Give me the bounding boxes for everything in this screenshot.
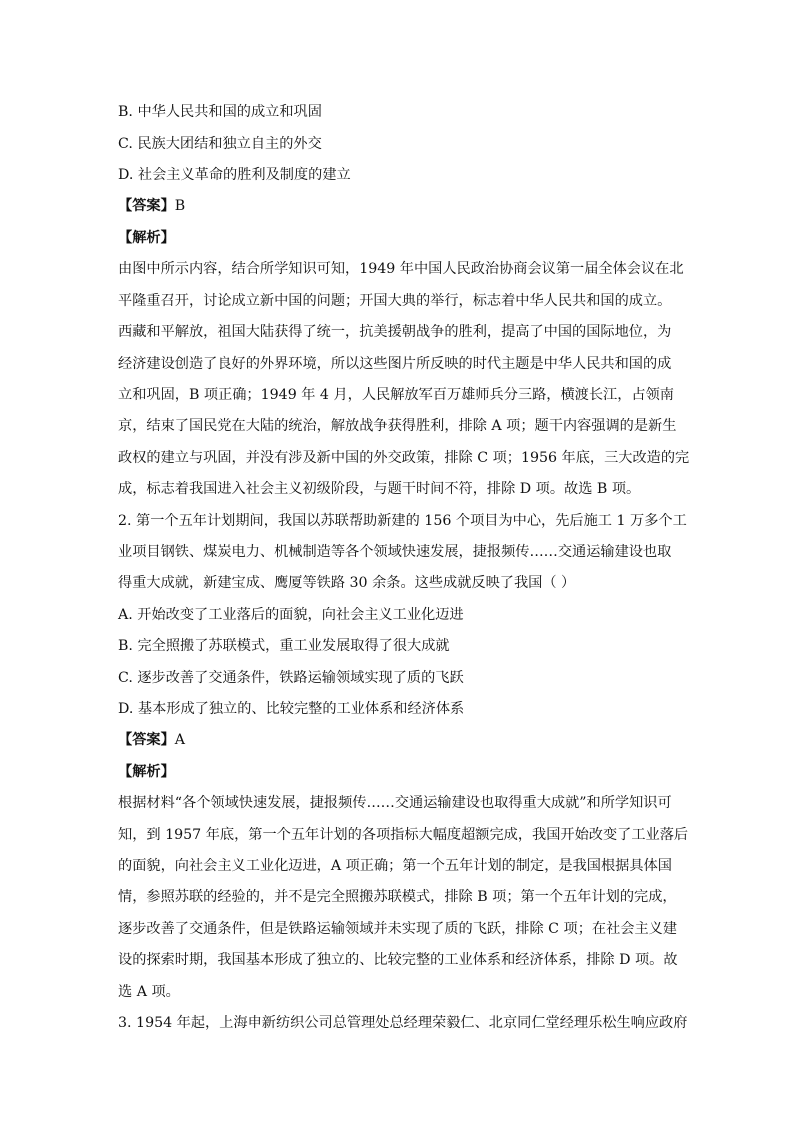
q2-option-c: C. 逐步改善了交通条件，铁路运输领域实现了质的飞跃 [118,670,464,686]
q1-answer [118,196,678,216]
q2-analysis-line: 知，到 1957 年底，第一个五年计划的各项指标大幅度超额完成，我国开始改变了工业落后 [118,827,689,843]
q2-option-a: A. 开始改变了工业落后的面貌，向社会主义工业化迈进 [118,607,464,623]
q2-analysis-label: 【解析】 [118,764,175,780]
q2-analysis-line: 根据材料“各个领域快速发展，捷报频传……交通运输建设也取得重大成就”和所学知识可 [118,795,672,811]
q1-analysis-label: 【解析】 [118,230,175,246]
q1-analysis-line: 立和巩固，B 项正确；1949 年 4 月，人民解放军百万雄师兵分三路，横渡长江，占领南 [118,387,674,403]
q2-answer [118,730,678,750]
q2-option-d: D. 基本形成了独立的、比较完整的工业体系和经济体系 [118,701,465,717]
q1-analysis-line: 经济建设创造了良好的外界环境，所以这些图片所反映的时代主题是中华人民共和国的成 [118,356,672,372]
answer-label: 【答案】 [118,732,175,748]
q1-option-b: B. 中华人民共和国的成立和巩固 [118,104,322,120]
q1-analysis-line: 成，标志着我国进入社会主义初级阶段，与题干时间不符，排除 D 项。故选 B 项。 [118,481,641,497]
q1-analysis-line: 由图中所示内容，结合所学知识可知，1949 年中国人民政治协商会议第一届全体会议在北 [118,261,684,277]
q1-option-d: D. 社会主义革命的胜利及制度的建立 [118,167,351,183]
answer-value: A [174,732,186,748]
answer-label: 【答案】 [118,198,175,214]
q2-analysis-line: 设的探索时期，我国基本形成了独立的、比较完整的工业体系和经济体系，排除 D 项。故 [118,952,678,968]
q2-stem-line: 得重大成就，新建宝成、鹰厦等铁路 30 余条。这些成就反映了我国（ ） [118,575,576,591]
q2-stem-line: 2. 第一个五年计划期间，我国以苏联帮助新建的 156 个项目为中心，先后施工 1 万多个工 [118,513,687,529]
q2-analysis-line: 情，参照苏联的经验的，并不是完全照搬苏联模式，排除 B 项；第一个五年计划的完成， [118,889,677,905]
q2-stem-line: 业项目钢铁、煤炭电力、机械制造等各个领域快速发展，捷报频传……交通运输建设也取 [118,544,672,560]
q2-analysis-line: 选 A 项。 [118,984,180,1000]
q3-stem-line: 3. 1954 年起，上海申新纺织公司总管理处总经理荣毅仁、北京同仁堂经理乐松生响应政府 [118,1015,688,1031]
answer-value: B [174,198,186,214]
q1-analysis-line: 平隆重召开，讨论成立新中国的问题；开国大典的举行，标志着中华人民共和国的成立。 [118,293,672,309]
q1-analysis-line: 京，结束了国民党在大陆的统治，解放战争获得胜利，排除 A 项；题干内容强调的是新生 [118,418,677,434]
q2-option-b: B. 完全照搬了苏联模式，重工业发展取得了很大成就 [118,638,450,654]
q2-analysis-line: 的面貌，向社会主义工业化迈进，A 项正确；第一个五年计划的制定，是我国根据具体国 [118,858,672,874]
q2-analysis-line: 逐步改善了交通条件，但是铁路运输领域并未实现了质的飞跃，排除 C 项；在社会主义建 [118,921,678,937]
q1-analysis-line: 西藏和平解放，祖国大陆获得了统一，抗美援朝战争的胜利，提高了中国的国际地位，为 [118,324,672,340]
q1-analysis-line: 政权的建立与巩固，并没有涉及新中国的外交政策，排除 C 项；1956 年底，三大改造的完 [118,450,690,466]
q1-option-c: C. 民族大团结和独立自主的外交 [118,136,322,152]
